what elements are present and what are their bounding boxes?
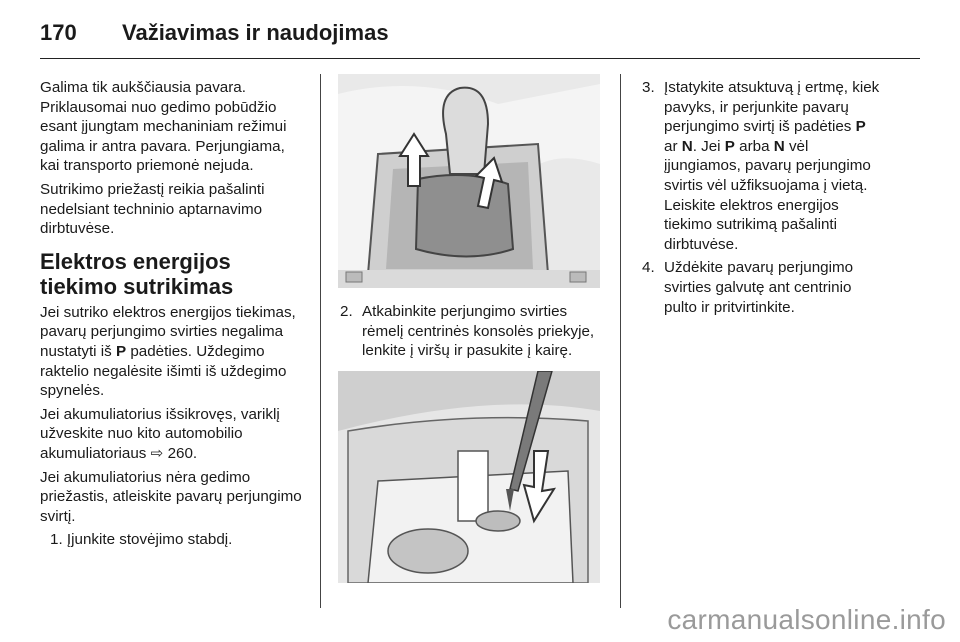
page-title: Važiavimas ir naudojimas <box>122 20 389 45</box>
step-1: 1. Įjunkite stovėjimo stabdį. <box>50 531 233 549</box>
step-2: 2. Atkabinkite perjungimo svirties rėmelį centrinės konsolės priekyje, lenkite į viršų ir pasukite į kairę. <box>340 303 595 360</box>
paragraph-battery-jump: Jei akumuliatorius išsikrovęs, variklį užveskite nuo kito automobilio akumuliatoriaus ⇨ 260. <box>40 405 280 462</box>
column-divider-right <box>620 74 621 608</box>
gear-lever-illustration <box>338 74 600 288</box>
step-3: 3. Įstatykite atsuktuvą į ertmę, kiek pavyks, ir perjunkite pavarų perjungimo svirtį iš padėties P ar N. Jei P arba N vėl įjungiamos, pavarų perjungimo svirtis vėl užfiksuojama į vietą. Leiskite elektros energijos tiekimo sutrikimą pašalinti dirbtuvėse. <box>642 79 880 253</box>
watermark: carmanualsonline.info <box>667 604 946 635</box>
page-number: 170 <box>40 20 77 45</box>
header-divider <box>40 58 920 59</box>
arrow-reference-icon: ⇨ <box>150 444 164 462</box>
column-divider-left <box>320 74 321 608</box>
paragraph-gear-info: Galima tik aukščiausia pavara. Priklausomai nuo gedimo pobūdžio esant įjungtam mechaniniam režimui galima ir antra pavara. Perjungiama, kai transporto priemonė nejuda. <box>40 79 287 175</box>
column-right <box>640 78 880 321</box>
screwdriver-illustration <box>338 371 600 583</box>
paragraph-repair-info: Sutrikimo priežastį reikia pašalinti nedelsiant techninio aptarnavimo dirbtuvėse. <box>40 180 265 238</box>
section-heading: Elektros energijos tiekimo sutrikimas <box>40 248 234 299</box>
paragraph-release-lever: Jei akumuliatorius nėra gedimo priežastis, atleiskite pavarų perjungimo svirtį. <box>40 468 302 525</box>
column-middle <box>338 74 602 583</box>
paragraph-power-failure: Jei sutriko elektros energijos tiekimas, pavarų perjungimo svirties negalima nustatyti iš P padėties. Uždegimo raktelio negalėsite išimti iš uždegimo spynelės. <box>40 303 296 400</box>
column-left <box>40 78 308 554</box>
page-header <box>40 16 920 56</box>
step-4: 4. Uždėkite pavarų perjungimo svirties galvutę ant centrinio pulto ir pritvirtinkite. <box>642 259 854 316</box>
